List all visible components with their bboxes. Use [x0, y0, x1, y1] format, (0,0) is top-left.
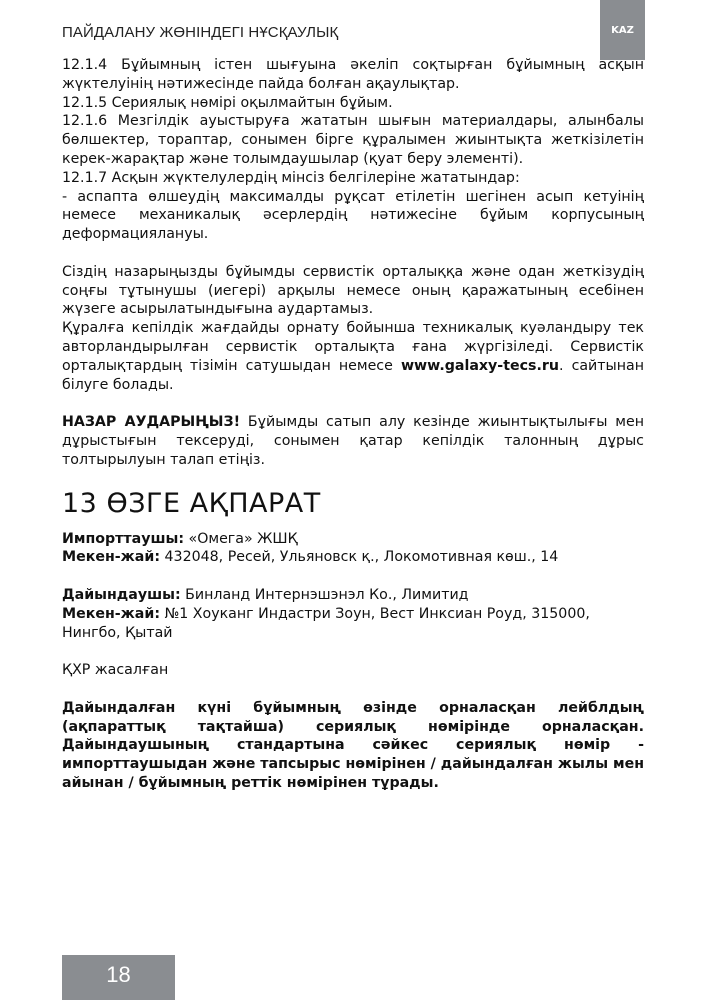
- header-title: ПАЙДАЛАНУ ЖӨНІНДЕГІ НҰСҚАУЛЫҚ: [62, 24, 339, 41]
- warranty-text-2: . сайтынан білуге болады.: [62, 357, 644, 393]
- service-notice: Сіздің назарыңызды бұйымды сервистік орталыққа және одан жеткізудің соңғы тұтынушы (иегері) арқылы немесе оның қаражатының есебінен жүзеге асырылатындығына аудартамыз.: [62, 263, 644, 318]
- importer-address-value: 432048, Ресей, Ульяновск қ., Локомотивная көш., 14: [160, 549, 559, 566]
- warranty-paragraph: [62, 319, 644, 394]
- website-link[interactable]: www.galaxy-tecs.ru: [400, 357, 559, 374]
- page-number: 18: [62, 955, 175, 1000]
- importer-label: Импорттаушы:: [62, 530, 185, 547]
- maker-value: Бинланд Интернэшэнэл Ко., Лимитид: [180, 586, 469, 603]
- maker-line: [62, 586, 644, 605]
- made-in: ҚХР жасалған: [62, 662, 169, 679]
- item-12-1-5: 12.1.5 Сериялық нөмірі оқылмайтын бұйым.: [62, 94, 393, 111]
- language-tab: KAZ: [600, 0, 645, 60]
- item-12-1-4: 12.1.4 Бұйымның істен шығуына әкеліп соқтырған бұйымның асқын жүктелуінің нәтижесінде пайда болған ақаулықтар.: [62, 57, 644, 92]
- section-title: 13 ӨЗГЕ АҚПАРАТ: [62, 487, 321, 519]
- warranty-text-1: Құралға кепілдік жағдайды орнату бойынша техникалық куәландыру тек авторландырылған сервистік орталықта ғана жүргізіледі. Сервистік орталықтардың тізімін сатушыдан немесе: [62, 320, 644, 374]
- importer-value: «Омега» ЖШҚ: [184, 530, 298, 547]
- importer-address-line: [62, 548, 644, 567]
- attention-text: Бұйымды сатып алу кезінде жиынтықтылығы мен дұрыстығын тексеруді, сонымен қатар кепілдік талонның дұрыс толтырылуын талап етіңіз.: [62, 414, 644, 468]
- attention-paragraph: [62, 413, 644, 469]
- item-12-1-7: 12.1.7 Асқын жүктелулердің мінсіз белгілеріне жататындар:: [62, 169, 520, 186]
- manufacture-date-note: Дайындалған күні бұйымның өзінде орналасқан лейблдың (ақпараттық тақтайша) сериялық нөмірінде орналасқан. Дайындаушының стандартына сәйкес сериялық нөмір - импорттаушыдан және тапсырыс нөмірінен / дайындалған жылы мен айынан / бұйымның реттік нөмірінен тұрады.: [62, 699, 644, 791]
- importer-line: [62, 530, 644, 549]
- page-content: [62, 56, 644, 793]
- item-12-1-7-detail: - аспапта өлшеудің максималды рұқсат етілетін шегінен асып кетуінің немесе механикалық әсерлердің нәтижесіне бұйым корпусының деформациялануы.: [62, 188, 644, 243]
- attention-label: НАЗАР АУДАРЫҢЫЗ!: [62, 414, 241, 431]
- item-12-1-6: 12.1.6 Мезгілдік ауыстыруға жататын шығын материалдары, алынбалы бөлшектер, тораптар, сонымен бірге құралымен жиынтықта жеткізілетін керек-жарақтар және толымдаушылар (қуат беру элементі).: [62, 113, 644, 167]
- maker-address-value: №1 Хоуканг Индастри Зоун, Вест Инксиан Роуд, 315000, Нингбо, Қытай: [62, 605, 590, 641]
- maker-address-label: Мекен-жай:: [62, 605, 160, 622]
- maker-address-line: [62, 605, 644, 643]
- maker-label: Дайындаушы:: [62, 586, 181, 603]
- importer-address-label: Мекен-жай:: [62, 549, 160, 566]
